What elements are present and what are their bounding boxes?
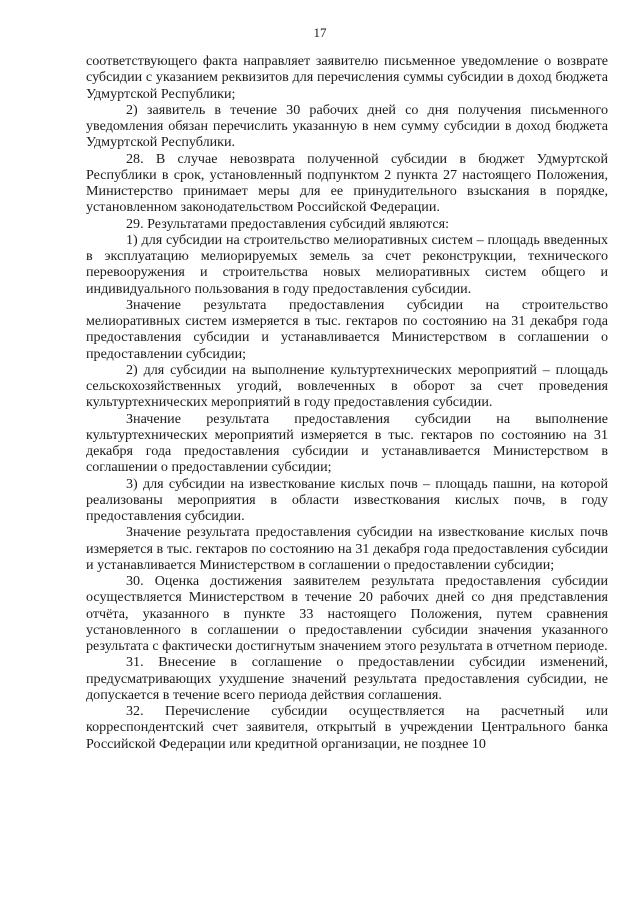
page-number: 17 (313, 25, 327, 40)
paragraph-32-transfer: 32. Перечисление субсидии осуществляется на расчетный или корреспондентский счет заявителя, открытый в учреждении Центрального банка Российской Федерации или кредитной организации, не позднее 10 (86, 703, 608, 752)
paragraph-30-assessment: 30. Оценка достижения заявителем результата предоставления субсидии осуществляется Министерством в течение 20 рабочих дней со дня представления отчёта, указанного в пункте 33 настоящего Положения, путем сравнения установленного в соглашении о предоставлении субсидии значения указанного результата с фактически достигнутым значением этого результата в отчетном периоде. (86, 573, 608, 654)
paragraph-29-heading: 29. Результатами предоставления субсидий являются: (126, 215, 450, 232)
paragraph-27-2-refund-obligation: 2) заявитель в течение 30 рабочих дней со дня получения письменного уведомления обязан перечислить указанную в нем сумму субсидии в доход бюджета Удмуртской Республики. (86, 101, 608, 151)
paragraph-return-notice-continued: соответствующего факта направляет заявителю письменное уведомление о возврате субсидии с указанием реквизитов для перечисления суммы субсидии в доход бюджета Удмуртской Республики; (86, 53, 608, 102)
paragraph-29-2-cultural-technical-measures: 2) для субсидии на выполнение культуртехнических мероприятий – площадь сельскохозяйственных угодий, вовлеченных в оборот за счет проведения культуртехнических мероприятий в году предоставления субсидии. (86, 361, 608, 411)
paragraph-29-1-result-value: Значение результата предоставления субсидии на строительство мелиоративных систем измеряется в тыс. гектаров по состоянию на 31 декабря года предоставления субсидии и устанавливается Министерством в соглашении о предоставлении субсидии; (86, 296, 608, 362)
paragraph-29-3-liming-acid-soils: 3) для субсидии на известкование кислых почв – площадь пашни, на которой реализованы мероприятия в области известкования кислых почв, в году предоставления субсидии. (86, 475, 608, 524)
paragraph-29-2-result-value: Значение результата предоставления субсидии на выполнение культуртехнических мероприятий измеряется в тыс. гектаров по состоянию на 31 декабря года предоставления субсидии и устанавливается Министерством в соглашении о предоставлении субсидии; (86, 410, 608, 476)
paragraph-29-3-result-value: Значение результата предоставления субсидии на известкование кислых почв измеряется в тыс. гектаров по состоянию на 31 декабря года предоставления субсидии и устанавливается Министерством в соглашении о предоставлении субсидии; (86, 524, 608, 573)
paragraph-31-agreement-changes: 31. Внесение в соглашение о предоставлении субсидии изменений, предусматривающих ухудшение значений результата предоставления субсидии, не допускается в течение всего периода действия соглашения. (86, 654, 608, 703)
paragraph-29-1-melioration-systems: 1) для субсидии на строительство мелиоративных систем – площадь введенных в эксплуатацию мелиорируемых земель за счет реконструкции, технического перевооружения и строительства новых мелиоративных систем общего и индивидуального пользования в году предоставления субсидии. (86, 231, 608, 297)
document-body (86, 53, 608, 752)
paragraph-28-enforcement: 28. В случае невозврата полученной субсидии в бюджет Удмуртской Республики в срок, установленный подпунктом 2 пункта 27 настоящего Положения, Министерство принимает меры для ее принудительного взыскания в порядке, установленном законодательством Российской Федерации. (86, 150, 608, 216)
